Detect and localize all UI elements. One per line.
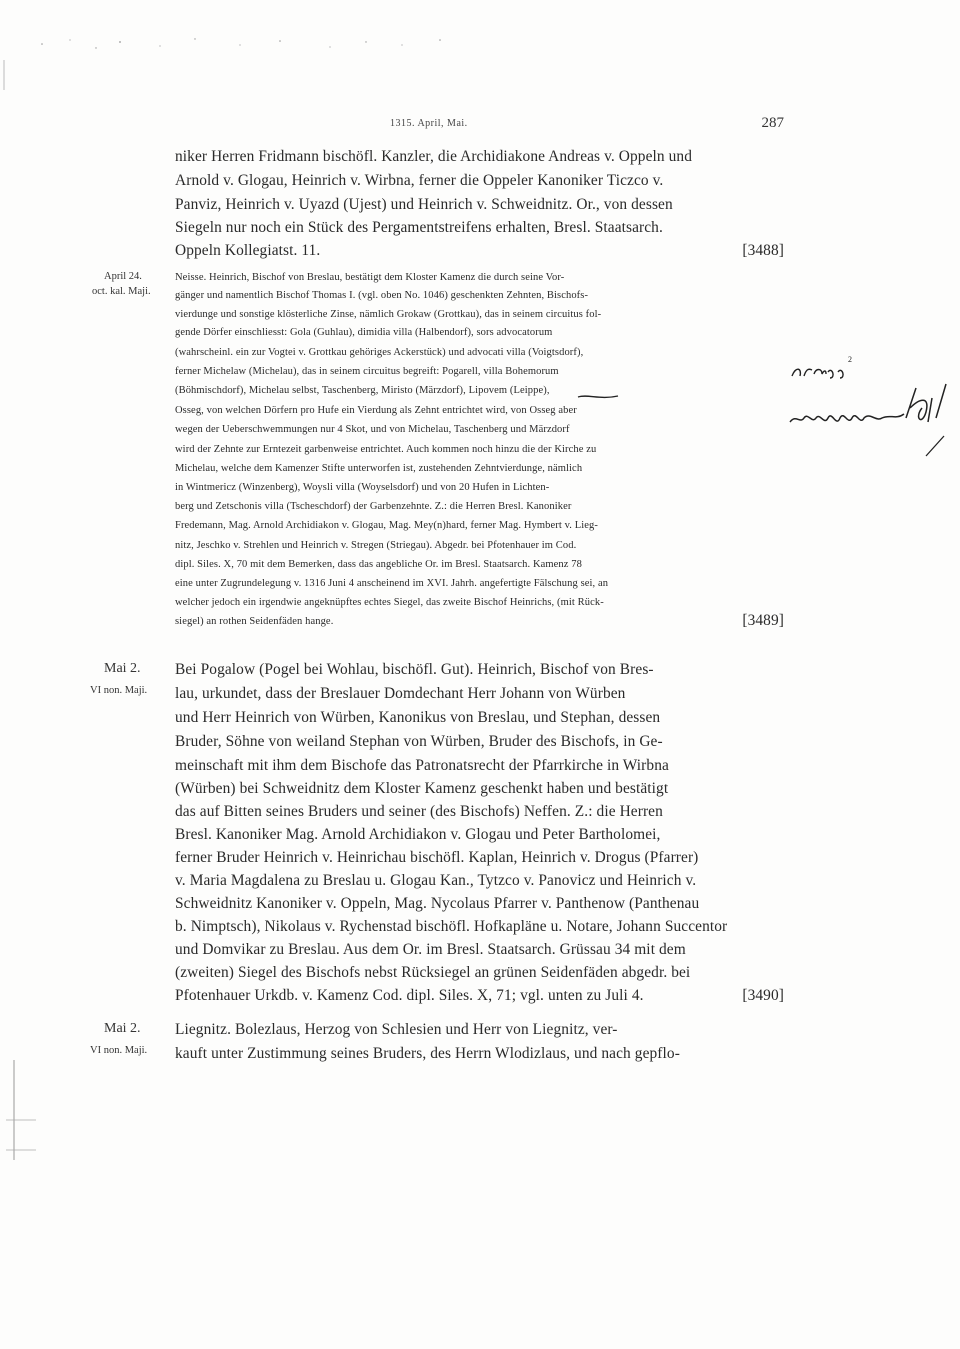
text-line: das auf Bitten seines Bruders und seiner (des Bischofs) Neffen. Z.: die Herren	[175, 803, 663, 820]
text-line: Osseg, von welchen Dörfern pro Hufe ein Vierdung als Zehnt entrichtet wird, von Osseg aber	[175, 405, 577, 416]
text-line: Bruder, Söhne von weiland Stephan von Würben, Bruder des Bischofs, in Ge-	[175, 733, 663, 750]
text-line: Neisse. Heinrich, Bischof von Breslau, bestätigt dem Kloster Kamenz die durch seine Vor-	[175, 272, 565, 283]
text-line: berg und Zetschonis villa (Tscheschdorf) der Garbenzehnte. Z.: die Herren Bresl. Kanoniker	[175, 501, 572, 512]
margin-date: Mai 2.	[104, 1021, 141, 1036]
text-line: wegen der Ueberschwemmungen nur 4 Skot, und von Michelau, Taschenberg und Märzdorf	[175, 424, 570, 435]
text-line: welcher jedoch ein irgendwie angeknüpftes echtes Siegel, das zweite Bischof Heinrichs, (mit Rück-	[175, 597, 604, 608]
margin-date: April 24.	[104, 271, 142, 282]
text-line: Michelau, welche dem Kamenzer Stifte unterworfen ist, zustehenden Zehntvierdunge, nämlich	[175, 463, 583, 474]
text-line: (zweiten) Siegel des Bischofs nebst Rücksiegel an grünen Seidenfäden abgedr. bei	[175, 964, 691, 981]
svg-text:2: 2	[848, 355, 852, 364]
text-line: lau, urkundet, dass der Breslauer Domdechant Herr Johann von Würben	[175, 685, 626, 702]
text-line: gänger und namentlich Bischof Thomas I. (vgl. oben No. 1046) geschenkten Zehnten, Bischofs-	[175, 290, 589, 301]
text-line: Fredemann, Mag. Arnold Archidiakon v. Glogau, Mag. Mey(n)hard, ferner Mag. Hymbert v. Lieg-	[175, 520, 598, 531]
text-line: Arnold v. Glogau, Heinrich v. Wirbna, ferner die Oppeler Kanoniker Ticzco v.	[175, 172, 664, 189]
page-number: 287	[761, 115, 784, 131]
text-line: ferner Bruder Heinrich v. Heinrichau bischöfl. Kaplan, Heinrich v. Drogus (Pfarrer)	[175, 849, 699, 866]
margin-roman-date: oct. kal. Maji.	[92, 286, 151, 297]
text-line: und Domvikar zu Breslau. Aus dem Or. im Bresl. Staatsarch. Grüssau 34 mit dem	[175, 941, 686, 958]
text-line: b. Nimptsch), Nikolaus v. Rychenstad bischöfl. Hofkapläne u. Notare, Johann Succentor	[175, 918, 728, 935]
text-line: gende Dörfer einschliesst: Gola (Guhlau), dimidia villa (Halbendorf), sors advocatorum	[175, 327, 553, 338]
running-title: 1315. April, Mai.	[390, 118, 468, 129]
text-line: wird der Zehnte zur Erntezeit garbenweise entrichtet. Auch kommen noch hinzu die der Kirche zu	[175, 444, 597, 455]
text-line: (Würben) bei Schweidnitz dem Kloster Kamenz geschenkt haben und bestätigt	[175, 780, 669, 797]
text-line: Siegeln nur noch ein Stück des Pergamentstreifens erhalten, Bresl. Staatsarch.	[175, 219, 663, 236]
text-line: v. Maria Magdalena zu Breslau u. Glogau Kan., Tytzco v. Panovicz und Heinrich v.	[175, 872, 697, 889]
text-line: nitz, Jeschko v. Strehlen und Heinrich v. Stregen (Striegau). Abgedr. bei Pfotenhauer im Cod.	[175, 540, 577, 551]
text-line: Bei Pogalow (Pogel bei Wohlau, bischöfl. Gut). Heinrich, Bischof von Bres-	[175, 661, 654, 678]
text-line: Bresl. Kanoniker Mag. Arnold Archidiakon v. Glogau und Peter Bartholomei,	[175, 826, 661, 843]
text-line: vierdunge und sonstige klösterliche Zinse, nämlich Grokaw (Grottkau), das in seinem circuitus fol-	[175, 309, 602, 320]
text-line: kauft unter Zustimmung seines Bruders, des Herrn Wlodizlaus, und nach gepflo-	[175, 1045, 680, 1062]
text-line: (wahrscheinl. ein zur Vogtei v. Grottkau gehöriges Ackerstück) und advocati villa (Voigtsdorf),	[175, 347, 584, 358]
text-line: ferner Michelaw (Michelau), das in seinem circuitus begreift: Pogarell, villa Bohemorum	[175, 366, 559, 377]
margin-roman-date: VI non. Maji.	[90, 1045, 148, 1056]
text-line: und Herr Heinrich von Würben, Kanonikus von Breslau, und Stephan, dessen	[175, 709, 661, 726]
text-line: dipl. Siles. X, 70 mit dem Bemerken, dass das angebliche Or. im Bresl. Staatsarch. Kamenz 78	[175, 559, 582, 570]
text-line: niker Herren Fridmann bischöfl. Kanzler, die Archidiakone Andreas v. Oppeln und	[175, 148, 693, 165]
binding-edge	[0, 0, 40, 1200]
text-line: Pfotenhauer Urkdb. v. Kamenz Cod. dipl. Siles. X, 71; vgl. unten zu Juli 4.	[175, 987, 644, 1004]
text-line: siegel) an rothen Seidenfäden hange.	[175, 616, 334, 627]
handwritten-annotation-marginal	[786, 378, 956, 460]
text-line: Panviz, Heinrich v. Uyazd (Ujest) und Heinrich v. Schweidnitz. Or., von dessen	[175, 196, 673, 213]
text-line: (Böhmischdorf), Michelau selbst, Taschenberg, Miristo (Märzdorf), Lipovem (Leippe),	[175, 385, 550, 396]
entry-number: [3489]	[742, 612, 784, 629]
entry-number: [3488]	[742, 242, 784, 259]
strikethrough-mark	[576, 390, 620, 404]
text-line: in Wintmericz (Winzenberg), Woysli villa (Woyselsdorf) und von 20 Hufen in Lichten-	[175, 482, 550, 493]
text-line: Oppeln Kollegiatst. 11.	[175, 242, 321, 259]
text-line: Liegnitz. Bolezlaus, Herzog von Schlesien und Herr von Liegnitz, ver-	[175, 1021, 618, 1038]
text-line: eine unter Zugrundelegung v. 1316 Juni 4 anscheinend im XVI. Jahrh. angefertigte Fälschung sei, an	[175, 578, 609, 589]
margin-roman-date: VI non. Maji.	[90, 685, 148, 696]
text-line: meinschaft mit ihm dem Bischofe das Patronatsrecht der Pfarrkirche in Wirbna	[175, 757, 669, 774]
entry-number: [3490]	[742, 987, 784, 1004]
text-line: Schweidnitz Kanoniker v. Oppeln, Mag. Nycolaus Pfarrer v. Panthenow (Panthenau	[175, 895, 700, 912]
scan-speckle	[30, 30, 470, 60]
margin-date: Mai 2.	[104, 661, 141, 676]
